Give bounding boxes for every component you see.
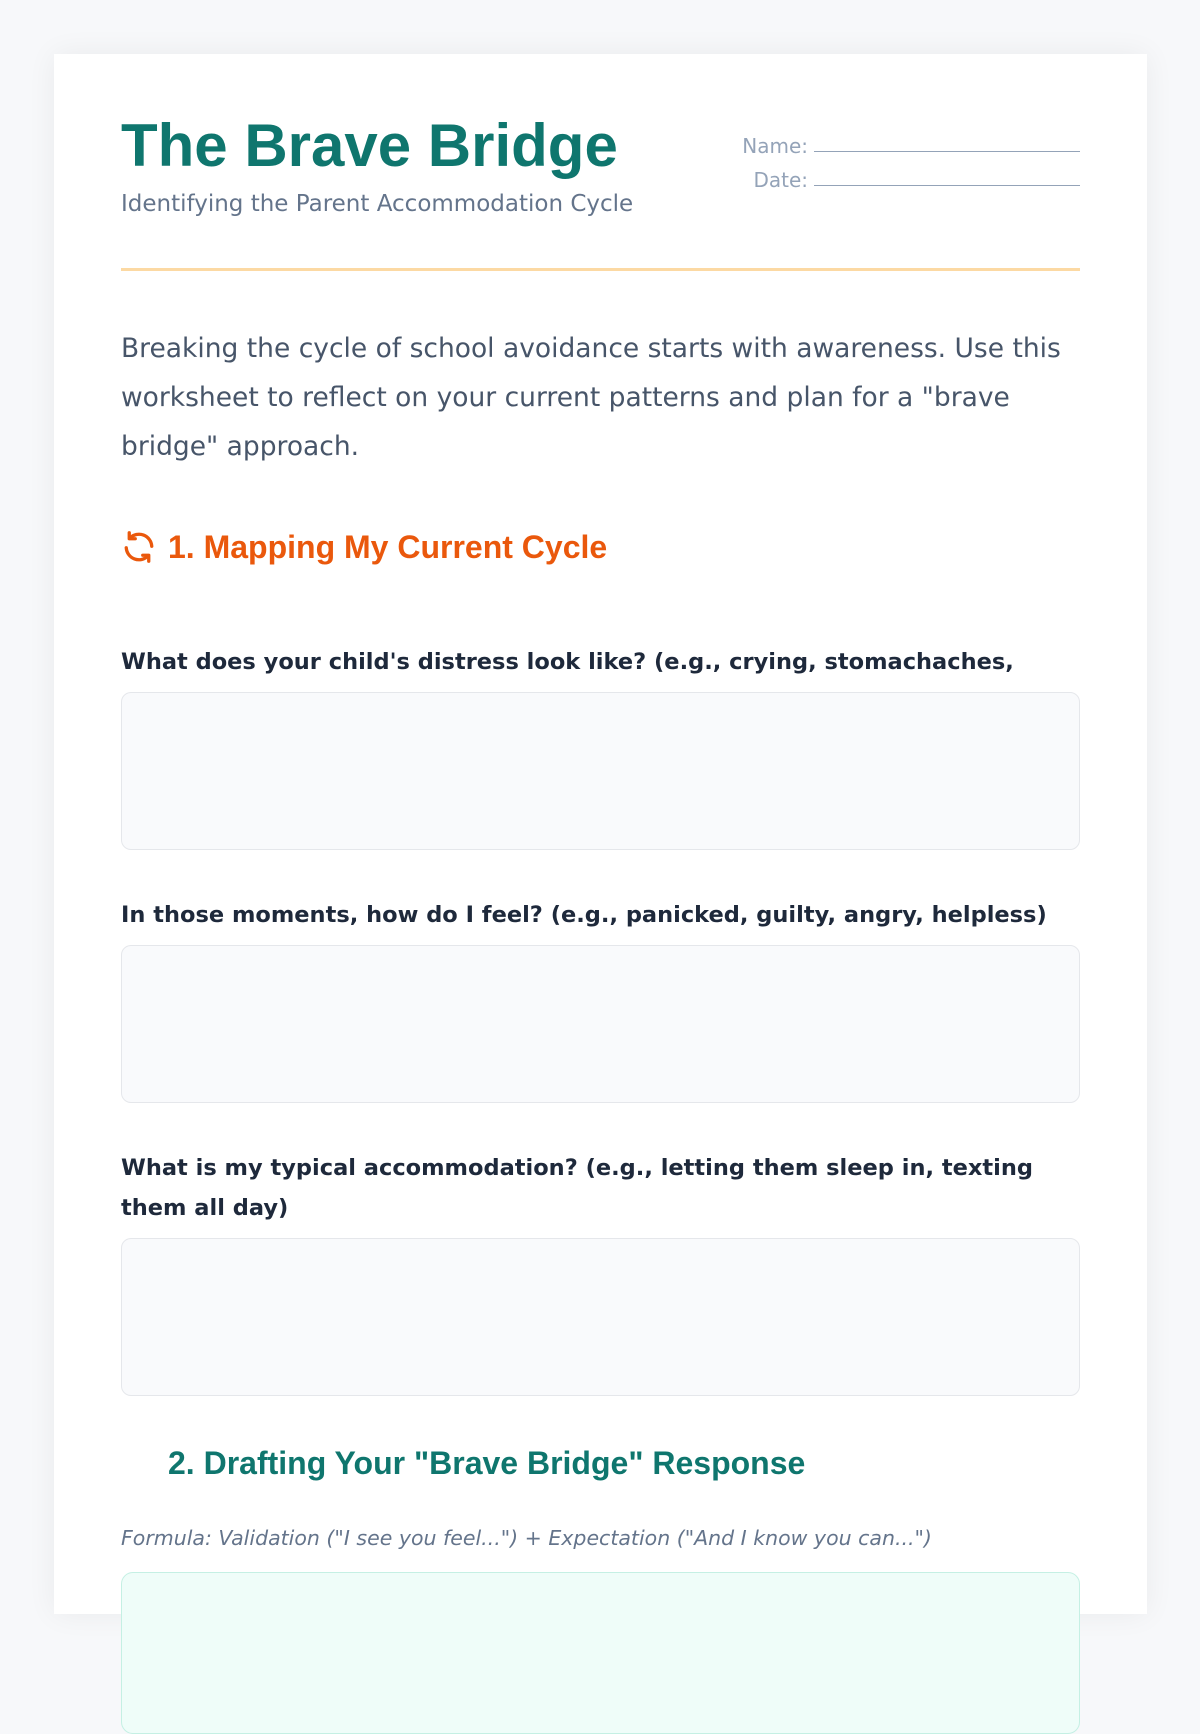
distress-answer-field[interactable]	[121, 692, 1080, 850]
brave-bridge-response-field[interactable]	[121, 1572, 1080, 1734]
formula-hint: Formula: Validation ("I see you feel...") + Expectation ("And I know you can...")	[121, 1526, 932, 1550]
date-field[interactable]	[814, 165, 1080, 186]
name-date-block	[720, 124, 1080, 192]
worksheet-page	[54, 54, 1147, 1614]
name-field[interactable]	[814, 131, 1080, 152]
date-label: Date:	[753, 168, 808, 192]
section-1-heading	[121, 529, 607, 565]
name-row	[720, 124, 1080, 158]
section-2-title: 2. Drafting Your "Brave Bridge" Response	[168, 1445, 806, 1481]
header-divider	[121, 268, 1080, 271]
accommodation-answer-field[interactable]	[121, 1238, 1080, 1396]
question-label: What is my typical accommodation? (e.g., letting them sleep in, texting them all day)	[121, 1155, 1033, 1221]
date-row	[720, 158, 1080, 192]
refresh-cycle-icon	[121, 529, 157, 565]
page-title: The Brave Bridge	[121, 112, 618, 179]
feelings-answer-field[interactable]	[121, 945, 1080, 1103]
question-label: In those moments, how do I feel? (e.g., panicked, guilty, angry, helpless)	[121, 902, 1047, 928]
bridge-icon	[121, 1445, 157, 1481]
intro-paragraph: Breaking the cycle of school avoidance starts with awareness. Use this worksheet to reflect on your current patterns and plan for a "brave bridge" approach.	[121, 333, 1061, 462]
section-1-title: 1. Mapping My Current Cycle	[168, 529, 608, 565]
page-subtitle: Identifying the Parent Accommodation Cycle	[121, 191, 634, 217]
section-2-heading	[121, 1445, 805, 1481]
name-label: Name:	[742, 134, 808, 158]
question-label: What does your child's distress look like? (e.g., crying, stomachaches,	[121, 649, 1014, 675]
